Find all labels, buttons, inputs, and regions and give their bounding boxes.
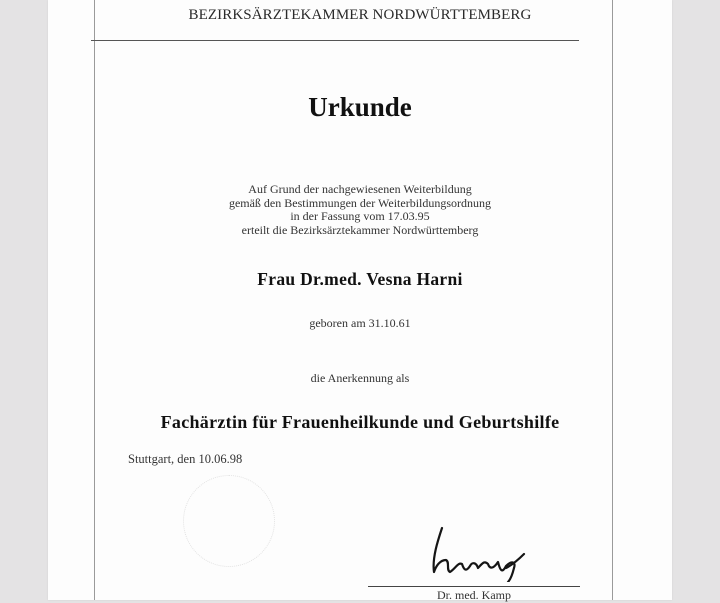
intro-line: erteilt die Bezirksärztekammer Nordwürttemberg [241, 222, 479, 237]
page-border-right [612, 0, 613, 600]
recognition-text: die Anerkennung als [310, 371, 410, 385]
issuer-header: BEZIRKSÄRZTEKAMMER NORDWÜRTTEMBERG [188, 7, 532, 23]
signature-line [368, 586, 580, 587]
birth-date: geboren am 31.10.61 [309, 316, 411, 330]
intro-line: in der Fassung vom 17.03.95 [290, 209, 430, 223]
document-title: Urkunde [308, 92, 412, 122]
intro-text [48, 183, 672, 237]
place-date: Stuttgart, den 10.06.98 [128, 452, 243, 466]
signer-name: Dr. med. Kamp [437, 588, 511, 602]
faded-seal-icon [183, 475, 275, 567]
intro-line: gemäß den Bestimmungen der Weiterbildungsordnung [228, 195, 492, 210]
specialty-title: Fachärztin für Frauenheilkunde und Geburtshilfe [160, 412, 560, 432]
signature-icon [420, 520, 550, 582]
intro-line: Auf Grund der nachgewiesenen Weiterbildung [248, 182, 472, 196]
certificate-page [48, 0, 672, 600]
recipient-name: Frau Dr.med. Vesna Harni [257, 269, 463, 289]
header-divider [91, 40, 579, 41]
page-border-left [94, 0, 95, 600]
